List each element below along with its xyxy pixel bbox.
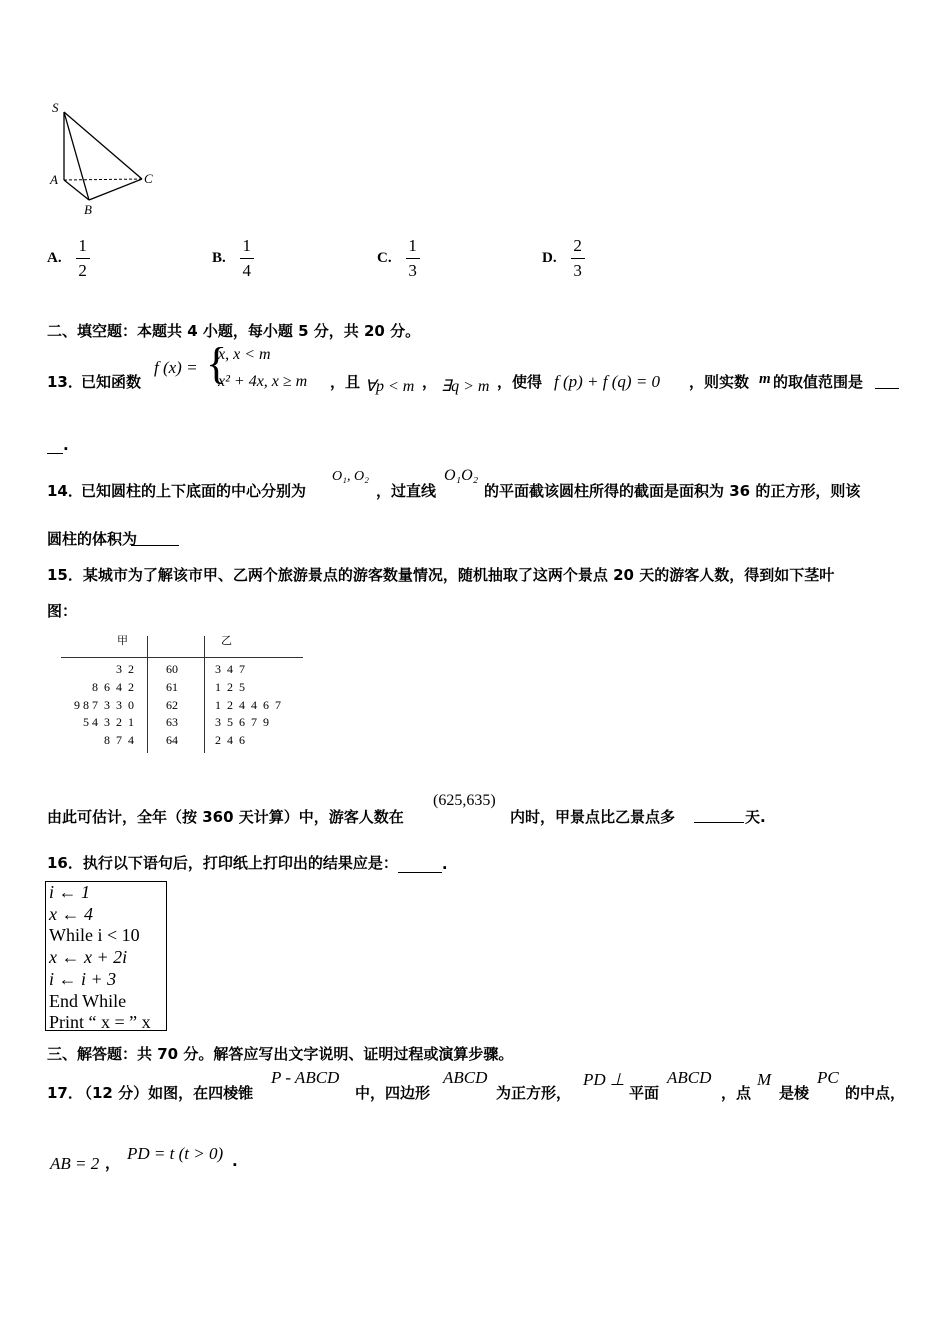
right-leaves: 3 5 6 7 9 bbox=[215, 715, 269, 729]
option-d bbox=[542, 236, 585, 281]
right-leaves: 2 4 6 bbox=[215, 733, 245, 747]
answer-blank bbox=[875, 388, 899, 389]
answer-blank bbox=[131, 545, 179, 546]
left-leaves: 5 4 3 2 1 bbox=[83, 715, 134, 729]
pyramid-drawing bbox=[44, 98, 164, 220]
option-letter: D. bbox=[542, 250, 557, 266]
vertex-label-c: C bbox=[144, 171, 153, 186]
question-text: （12 分）如图，在四棱锥 bbox=[77, 1084, 254, 1102]
option-letter: A. bbox=[47, 250, 62, 266]
stem: 64 bbox=[166, 733, 178, 747]
question-text: ，则实数 bbox=[689, 373, 750, 391]
piecewise-brace: { bbox=[206, 339, 228, 388]
stem: 60 bbox=[166, 662, 178, 676]
vertex-label-b: B bbox=[84, 202, 92, 217]
stem: 61 bbox=[166, 680, 178, 694]
question-text: 已知圆柱的上下底面的中心分别为 bbox=[81, 482, 307, 500]
answer-blank bbox=[47, 440, 63, 454]
code-line: Print “ x = ” x bbox=[49, 1012, 151, 1033]
period: . bbox=[441, 855, 448, 873]
question-number: 15． bbox=[47, 566, 83, 584]
pyramid-name: P - ABCD bbox=[271, 1068, 340, 1087]
condition-q: ∃q > m bbox=[441, 378, 490, 395]
question-17 bbox=[47, 1066, 917, 1186]
right-divider bbox=[204, 636, 205, 753]
edge-pc: PC bbox=[817, 1068, 839, 1087]
question-text: ， bbox=[105, 1154, 121, 1172]
question-text: 天. bbox=[745, 808, 766, 826]
question-number: 13． bbox=[47, 373, 83, 391]
period: . bbox=[232, 1152, 238, 1170]
answer-blank bbox=[398, 858, 442, 873]
question-text: 某城市为了解该市甲、乙两个旅游景点的游客数量情况，随机抽取了这两个景点 20 天的游客人数，得到如下茎叶 bbox=[82, 566, 835, 584]
question-text: 执行以下语句后，打印纸上打印出的结果应是： bbox=[82, 854, 398, 872]
question-text: ，过直线 bbox=[376, 482, 437, 500]
question-text: 图： bbox=[47, 602, 78, 620]
pyramid-figure bbox=[44, 98, 164, 220]
left-leaves: 8 7 4 bbox=[104, 733, 134, 747]
right-leaves: 3 4 7 bbox=[215, 662, 245, 676]
option-letter: C. bbox=[377, 250, 392, 266]
piecewise-case-2: x² + 4x, x ≥ m bbox=[218, 373, 308, 390]
question-16 bbox=[47, 852, 448, 873]
option-a bbox=[47, 236, 90, 281]
plane-name: ABCD bbox=[667, 1068, 712, 1087]
question-text: 平面 bbox=[629, 1084, 660, 1102]
piecewise-case-1: x, x < m bbox=[218, 346, 271, 363]
equation: f (p) + f (q) = 0 bbox=[554, 372, 661, 391]
question-number: 14． bbox=[47, 482, 83, 500]
vertex-label-s: S bbox=[52, 100, 59, 115]
code-line: i ← i + 3 bbox=[49, 968, 117, 989]
question-text: 为正方形， bbox=[496, 1084, 572, 1102]
stem-leaf-plot bbox=[45, 630, 345, 756]
quad-name: ABCD bbox=[443, 1068, 488, 1087]
section-heading-solutions: 三、解答题：共 70 分。解答应写出文字说明、证明过程或演算步骤。 bbox=[47, 1045, 514, 1063]
header-yi: 乙 bbox=[221, 634, 232, 647]
option-fraction: $\frac{2}{3}$ bbox=[571, 236, 585, 281]
question-text: ，且 bbox=[330, 373, 361, 391]
right-leaves: 1 2 4 4 6 7 bbox=[215, 698, 281, 712]
question-text: ，点 bbox=[721, 1084, 752, 1102]
question-text: 是棱 bbox=[779, 1084, 810, 1102]
question-15-line-1 bbox=[47, 564, 834, 585]
left-divider bbox=[147, 636, 148, 753]
option-fraction: $\frac{1}{3}$ bbox=[406, 236, 420, 281]
question-text: 中，四边形 bbox=[355, 1084, 431, 1102]
code-line: x ← 4 bbox=[49, 903, 93, 924]
question-text: 的平面截该圆柱所得的截面是面积为 36 的正方形，则该 bbox=[484, 482, 861, 500]
left-leaves: 3 2 bbox=[116, 662, 134, 676]
question-text: 圆柱的体积为 bbox=[47, 530, 138, 548]
line-o1o2: O₁O₂ bbox=[444, 467, 479, 484]
vertex-label-a: A bbox=[50, 172, 58, 187]
interval: (625,635) bbox=[433, 792, 496, 809]
point-m: M bbox=[757, 1070, 772, 1089]
option-fraction: $\frac{1}{2}$ bbox=[76, 236, 90, 281]
stem: 62 bbox=[166, 698, 178, 712]
option-letter: B. bbox=[212, 250, 226, 266]
answer-blank-continued bbox=[47, 436, 69, 454]
question-text: 的中点， bbox=[845, 1084, 906, 1102]
question-text: 由此可估计，全年（按 360 天计算）中，游客人数在 bbox=[47, 808, 404, 826]
option-fraction: $\frac{1}{4}$ bbox=[240, 236, 254, 281]
stem: 63 bbox=[166, 715, 178, 729]
ab-length: AB = 2 bbox=[50, 1154, 100, 1173]
section-heading-fill-in: 二、填空题：本题共 4 小题，每小题 5 分，共 20 分。 bbox=[47, 322, 421, 340]
question-number: 16． bbox=[47, 854, 83, 872]
answer-blank bbox=[694, 822, 744, 823]
variable-m: m bbox=[759, 371, 771, 387]
right-leaves: 1 2 5 bbox=[215, 680, 245, 694]
option-b bbox=[212, 236, 254, 281]
question-13 bbox=[47, 339, 907, 400]
header-rule bbox=[61, 657, 303, 658]
question-text: ，使得 bbox=[497, 373, 543, 391]
code-line: i ← 1 bbox=[49, 882, 91, 902]
code-line: End While bbox=[49, 990, 127, 1011]
code-line: x ← x + 2i bbox=[49, 947, 128, 968]
header-jia: 甲 bbox=[117, 634, 128, 647]
function-name: f (x) = bbox=[154, 358, 198, 377]
code-box bbox=[45, 881, 167, 1031]
code-line: While i < 10 bbox=[49, 925, 140, 946]
question-text: 内时，甲景点比乙景点多 bbox=[510, 808, 676, 826]
period: . bbox=[63, 436, 69, 454]
question-14 bbox=[47, 466, 907, 556]
question-15-line-3 bbox=[47, 790, 907, 830]
left-leaves: 8 6 4 2 bbox=[92, 680, 134, 694]
condition-p: ∀p < m bbox=[365, 378, 415, 395]
question-text: 已知函数 bbox=[81, 373, 142, 391]
pd-length: PD = t (t > 0) bbox=[127, 1144, 224, 1163]
question-text: ， bbox=[422, 373, 438, 391]
left-leaves: 9 8 7 3 3 0 bbox=[74, 698, 134, 712]
perpendicular: PD ⊥ bbox=[583, 1070, 625, 1089]
question-text: 的取值范围是 bbox=[773, 373, 864, 391]
centers-o1-o2: O₁, O₂ bbox=[332, 469, 369, 484]
question-number: 17． bbox=[47, 1084, 83, 1102]
option-c bbox=[377, 236, 420, 281]
